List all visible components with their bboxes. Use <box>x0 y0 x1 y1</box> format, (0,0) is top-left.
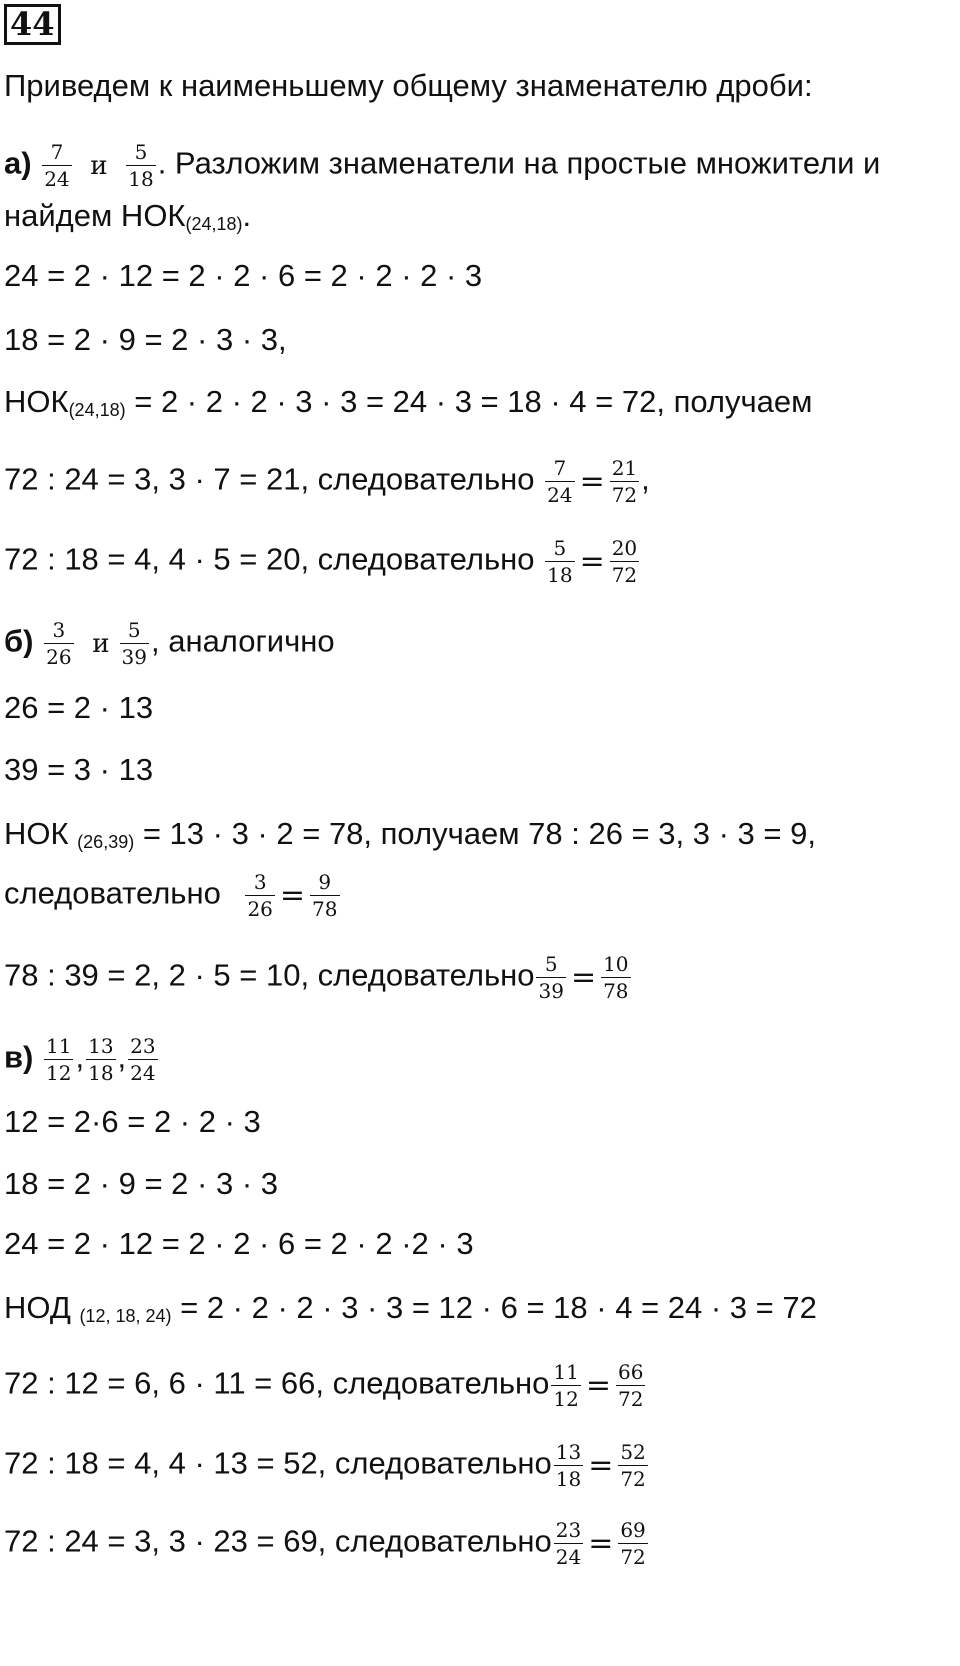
fraction: $\frac{11}{12}$ <box>553 1360 579 1411</box>
part-c-label: в) <box>4 1039 34 1075</box>
fraction: $\frac{5}{18}$ <box>128 140 154 191</box>
and-word: и <box>90 150 108 181</box>
problem-number: 44 <box>4 4 61 45</box>
result-line: 72 : 18 = 4, 4 · 13 = 52, следовательно $\frac{13}{18}$ = $\frac{52}{72}$ <box>4 1440 646 1491</box>
lcm-line: $НОК_{(24,18)} = 2 \cdot 2 \cdot 2 \cdot 3 \cdot 3 = 24 \cdot 3 = 18 \cdot 4 = 72$, получаем <box>4 384 813 420</box>
part-b-label: б) <box>4 623 34 659</box>
fraction: $\frac{9}{78}$ <box>312 870 338 921</box>
fraction: $\frac{13}{18}$ <box>88 1034 114 1085</box>
fraction: $\frac{20}{72}$ <box>611 536 638 587</box>
fraction: $\frac{23}{24}$ <box>555 1518 582 1569</box>
fraction: $\frac{21}{72}$ <box>611 456 638 507</box>
fraction: $\frac{11}{12}$ <box>46 1034 72 1085</box>
fraction: $\frac{13}{18}$ <box>555 1440 582 1491</box>
fraction: $\frac{5}{18}$ <box>547 536 573 587</box>
factorization-line: 24 = 2 · 12 = 2 · 2 · 6 = 2 · 2 ·2 · 3 <box>4 1226 474 1261</box>
result-line: 72 : 24 = 3, 3 · 23 = 69, следовательно $\frac{23}{24}$ = $\frac{69}{72}$ <box>4 1518 646 1569</box>
factorization-line: 26 = 2 · 13 <box>4 690 154 725</box>
part-b-header <box>4 618 335 669</box>
fraction: $\frac{3}{26}$ <box>247 870 273 921</box>
part-c-header: в) $\frac{11}{12}$ , $\frac{13}{18}$ , $\frac{23}{24}$ <box>4 1034 156 1085</box>
fraction: $\frac{23}{24}$ <box>130 1034 156 1085</box>
fraction: $\frac{52}{72}$ <box>620 1440 646 1491</box>
part-a-lcm-intro: найдем $НОК_{(24,18)}$. <box>4 198 252 234</box>
result-line: следовательно $\frac{3}{26}$ = $\frac{9}{78}$ <box>4 870 338 921</box>
lcm-line: НОК $_{(26,39)}$ = 13 · 3 · 2 = 78, получаем 78 : 26 = 3, 3 · 3 = 9, <box>4 816 816 852</box>
result-line: 72 : 12 = 6, 6 · 11 = 66, следовательно $\frac{11}{12}$ = $\frac{66}{72}$ <box>4 1360 644 1411</box>
fraction: $\frac{5}{39}$ <box>538 952 564 1003</box>
fraction: $\frac{10}{78}$ <box>603 952 629 1003</box>
part-a-header <box>4 140 880 191</box>
fraction: $\frac{66}{72}$ <box>618 1360 644 1411</box>
text: . Разложим знаменатели на простые множители и <box>157 145 881 181</box>
intro-text: Приведем к наименьшему общему знаменателю дроби: <box>4 68 813 103</box>
result-line: 72 : 24 = 3, 3 · 7 = 21, следовательно $\frac{7}{24}$ = $\frac{21}{72}$ , <box>4 456 650 507</box>
text: , аналогично <box>150 623 335 659</box>
factorization-line: 12 = 2·6 = 2 · 2 · 3 <box>4 1104 261 1139</box>
factorization-line: 39 = 3 · 13 <box>4 752 154 787</box>
part-a-label: а) <box>4 145 32 181</box>
fraction: $\frac{5}{39}$ <box>121 618 147 669</box>
factorization-line: 18 = 2 · 9 = 2 · 3 · 3 <box>4 1166 278 1201</box>
fraction: $\frac{7}{24}$ <box>44 140 70 191</box>
gcd-line: НОД $_{(12, 18, 24)}$ = 2 · 2 · 2 · 3 · 3 = 12 · 6 = 18 · 4 = 24 · 3 = 72 <box>4 1290 817 1326</box>
result-line: 72 : 18 = 4, 4 · 5 = 20, следовательно $\frac{5}{18}$ = $\frac{20}{72}$ <box>4 536 638 587</box>
factorization-line: 24 = 2 · 12 = 2 · 2 · 6 = 2 · 2 · 2 · 3 <box>4 258 483 293</box>
fraction: $\frac{7}{24}$ <box>547 456 573 507</box>
result-line: 78 : 39 = 2, 2 · 5 = 10, следовательно $\frac{5}{39}$ = $\frac{10}{78}$ <box>4 952 629 1003</box>
fraction: $\frac{69}{72}$ <box>620 1518 646 1569</box>
fraction: $\frac{3}{26}$ <box>46 618 72 669</box>
and-word: и <box>92 628 110 659</box>
factorization-line: 18 = 2 · 9 = 2 · 3 · 3, <box>4 322 287 357</box>
